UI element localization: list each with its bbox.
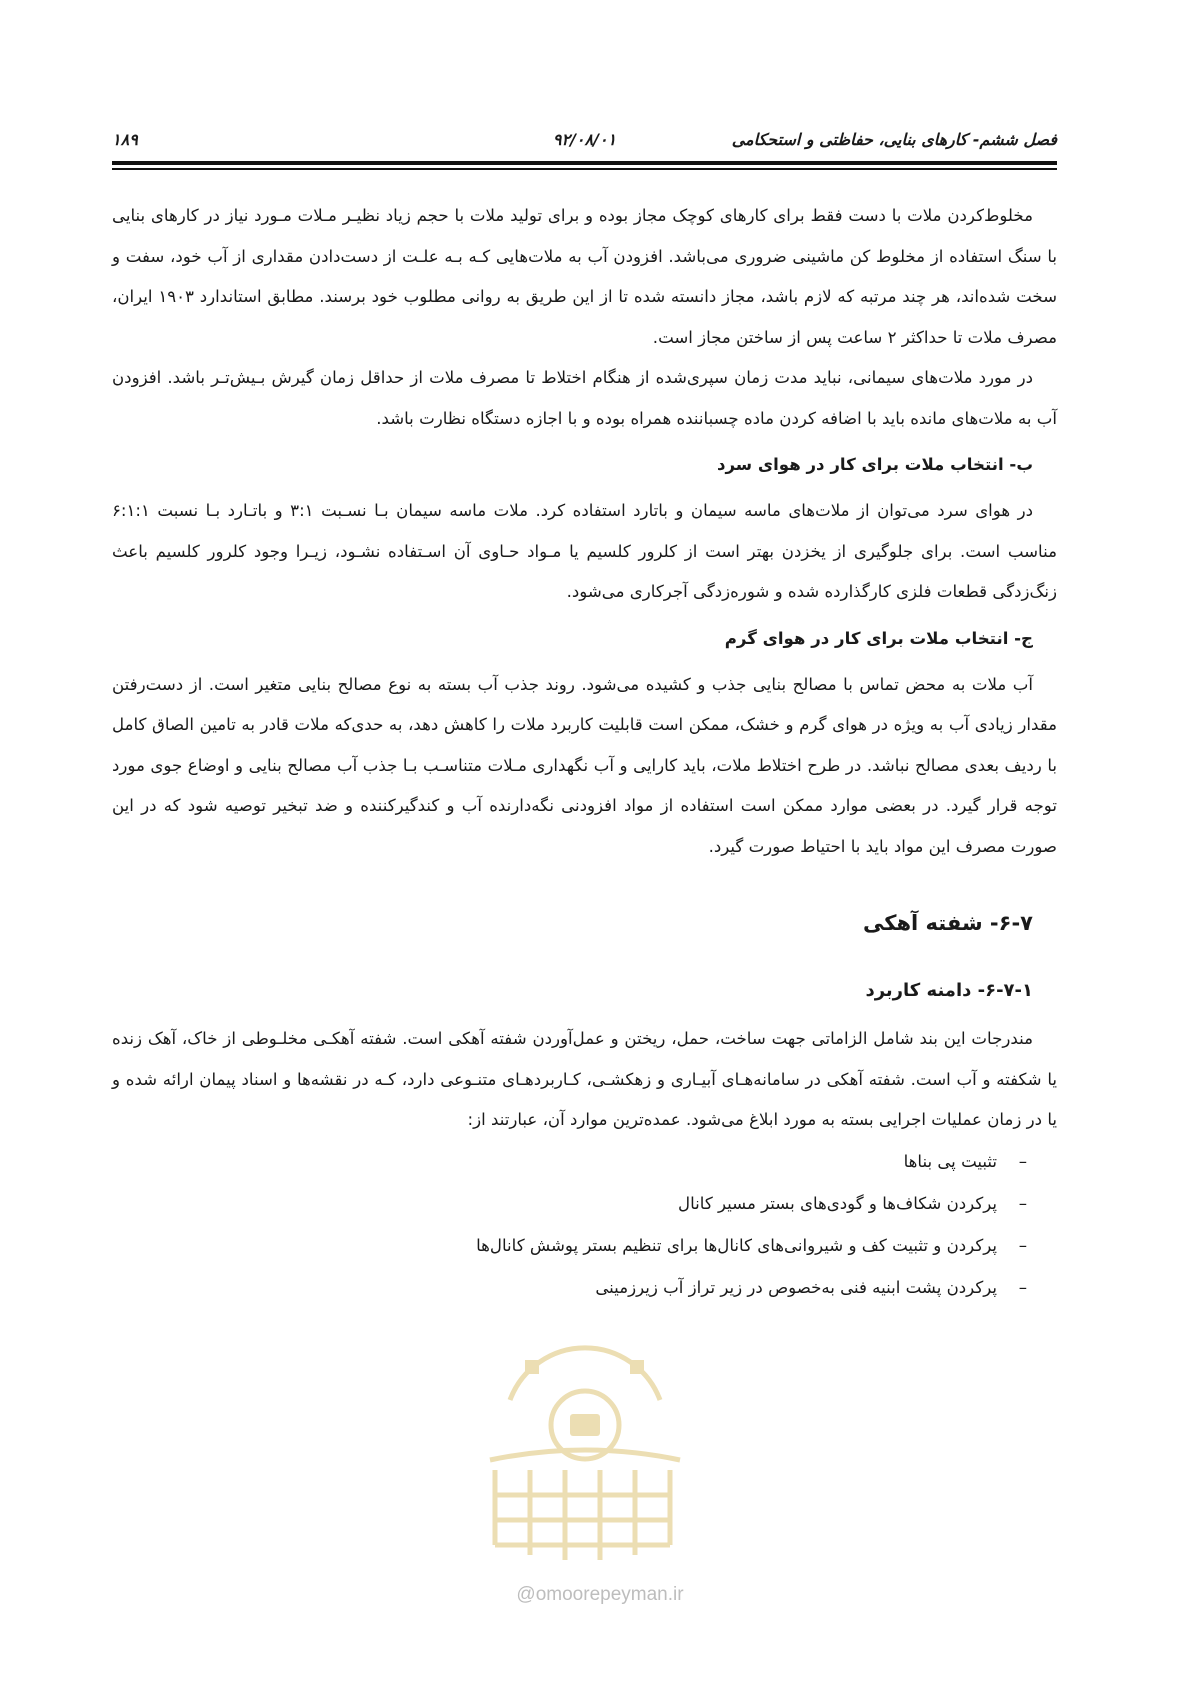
applications-list: [112, 1141, 1057, 1309]
heading-hot-weather: ج- انتخاب ملات برای کار در هوای گرم: [724, 628, 1033, 648]
paragraph-hot-weather: آب ملات به محض تماس با مصالح بنایی جذب و کشیده می‌شود. روند جذب آب بسته به نوع مصالح بنایی متغیر است. از دست‌رفتن مقدار زیادی آب به ویژه در هوای گرم و خشک، ممکن است قابلیت کاربرد ملات را کاهش دهد، به حدی‌که ملات قادر به تامین الصاق کامل با ردیف بعدی مصالح نباشد. در طرح اختلاط ملات، باید کارایی و آب نگهداری مـلات متناسـب بـا جذب آب مصالح بنایی و اوضاع جوی مورد توجه قرار گیرد. در بعضی موارد ممکن است استفاده از مواد افزودنی نگه‌دارنده آب و کندگیرکننده و ضد تبخیر توصیه شود که در این صورت مصرف این مواد باید با احتیاط صورت گیرد.: [112, 674, 1057, 856]
bullet-dash: –: [1018, 1193, 1027, 1213]
paragraph-cement-mortar: در مورد ملات‌های سیمانی، نباید مدت زمان سپری‌شده از هنگام اختلاط تا مصرف ملات از حداقل زمان گیرش بـیش‌تـر باشد. افزودن آب به ملات‌های مانده باید با اضافه کردن ماده چسباننده همراه بوده و با اجازه دستگاه نظارت باشد.: [112, 368, 1057, 428]
paragraph-cold-weather: در هوای سرد می‌توان از ملات‌های ماسه سیمان و باتارد استفاده کرد. ملات ماسه سیمان بـا نسـبت ۳:۱ و باتـارد بـا نسبت ۶:۱:۱ مناسب است. برای جلوگیری از یخزدن بهتر است از کلرور کلسیم یا مـواد حـاوی آن اسـتفاده نشـود، زیـرا وجود کلرور کلسیم باعث زنگ‌زدگی قطعات فلزی کارگذارده شده و شوره‌زدگی آجرکاری می‌شود.: [112, 501, 1057, 601]
header-rule-thin: [112, 168, 1057, 170]
body-content: [112, 196, 1057, 1309]
list-item-text: پرکردن شکاف‌ها و گودی‌های بستر مسیر کانال: [678, 1193, 997, 1213]
section-title: ۶-۷- شفته آهکی: [863, 911, 1033, 935]
list-item-text: پرکردن پشت ابنیه فنی به‌خصوص در زیر تراز آب زیرزمینی: [595, 1277, 997, 1297]
page-number: ۱۸۹: [112, 130, 138, 149]
list-item: [112, 1183, 1027, 1225]
bullet-dash: –: [1018, 1277, 1027, 1297]
list-item: [112, 1141, 1027, 1183]
bullet-dash: –: [1018, 1235, 1027, 1255]
paragraph-mixing: مخلوط‌کردن ملات با دست فقط برای کارهای کوچک مجاز بوده و برای تولید ملات با حجم زیاد نظیـر مـلات مـورد نیاز در کارهای بنایی با سنگ استفاده از مخلوط کن ماشینی ضروری می‌باشد. افزودن آب به ملات‌هایی کـه بـه علـت از دست‌دادن مقداری از آب خود، سفت و سخت شده‌اند، هر چند مرتبه که لازم باشد، مجاز دانسته شده تا از این طریق به روانی مطلوب خود برسند. مطابق استاندارد ۱۹۰۳ ایران، مصرف ملات تا حداکثر ۲ ساعت پس از ساختن مجاز است.: [112, 206, 1057, 347]
header-rule-thick: [112, 161, 1057, 165]
list-item-text: تثبیت پی بناها: [903, 1151, 997, 1171]
heading-cold-weather: ب- انتخاب ملات برای کار در هوای سرد: [716, 455, 1033, 474]
paragraph-scope: مندرجات این بند شامل الزاماتی جهت ساخت، حمل، ریختن و عمل‌آوردن شفته آهکی است. شفته آهکـی مخلـوطی از خاک، آهک زنده یا شکفته و آب است. شفته آهکی در سامانه‌هـای آبیـاری و زهکشـی، کـاربردهـای متنـوعی دارد، کـه در نقشه‌ها و اسناد پیمان ارائه شده و یا در زمان عملیات اجرایی بسته به مورد ابلاغ می‌شود. عمده‌ترین موارد آن، عبارتند از:: [112, 1029, 1057, 1129]
subsection-title: ۶-۷-۱- دامنه کاربرد: [865, 980, 1033, 1001]
watermark-url: @omoorepeyman.ir: [516, 1584, 684, 1605]
chapter-title: فصل ششم- کارهای بنایی، حفاظتی و استحکامی: [731, 130, 1057, 149]
bullet-dash: –: [1018, 1151, 1027, 1171]
page-header: [112, 130, 1057, 160]
list-item: [112, 1267, 1027, 1309]
header-date: ۹۲/۰۸/۰۱: [552, 130, 617, 149]
list-item: [112, 1225, 1027, 1267]
watermark-seal-icon: [470, 1330, 700, 1570]
list-item-text: پرکردن و تثبیت کف و شیروانی‌های کانال‌ها برای تنظیم بستر پوشش کانال‌ها: [476, 1235, 997, 1255]
